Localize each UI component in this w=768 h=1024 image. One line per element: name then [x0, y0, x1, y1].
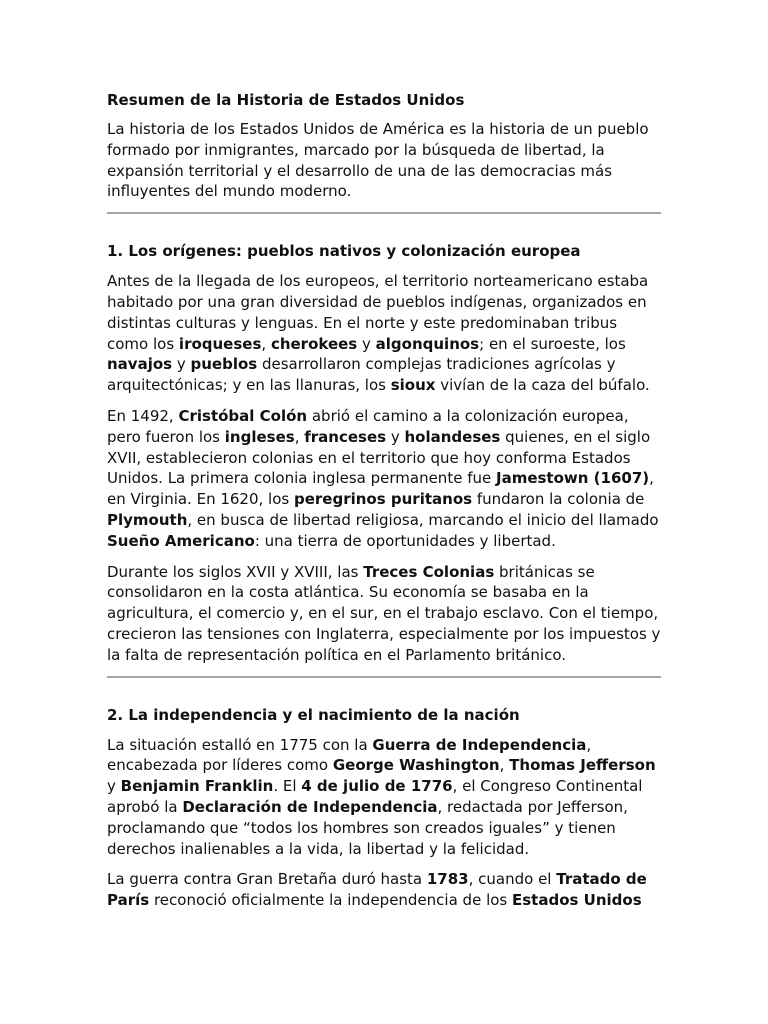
emphasis-text: Treces Colonias — [363, 562, 495, 581]
emphasis-text: navajos — [107, 355, 173, 374]
section-divider — [107, 676, 661, 678]
emphasis-text: pueblos — [190, 355, 258, 374]
emphasis-text: holandeses — [404, 427, 501, 446]
section-divider — [107, 212, 661, 214]
emphasis-text: Jamestown (1607) — [495, 469, 650, 488]
section-paragraph: En 1492, Cristóbal Colón abrió el camino a la colonización europea, pero fueron los ingleses, franceses y holandeses quienes, en el siglo XVII, establecieron colonias en el territorio que hoy conforma Estados Unidos. La primera colonia inglesa permanente fue Jamestown (1607), en Virginia. En 1620, los peregrinos puritanos fundaron la colonia de Plymouth, en busca de libertad religiosa, marcando el inicio del llamado Sueño Americano: una tierra de oportunidades y libertad. — [107, 406, 659, 550]
section-heading: 2. La independencia y el nacimiento de la nación — [107, 705, 520, 724]
emphasis-text: algonquinos — [375, 334, 480, 353]
emphasis-text: George Washington — [332, 756, 500, 775]
emphasis-text: sioux — [390, 376, 436, 395]
emphasis-text: Thomas Jefferson — [509, 756, 656, 775]
emphasis-text: Guerra de Independencia — [372, 735, 587, 754]
emphasis-text: Cristóbal Colón — [178, 406, 308, 425]
emphasis-text: peregrinos puritanos — [294, 490, 473, 509]
emphasis-text: franceses — [304, 427, 387, 446]
emphasis-text: Benjamin Franklin — [120, 777, 274, 796]
emphasis-text: 1783 — [426, 870, 469, 889]
section-paragraph: Antes de la llegada de los europeos, el territorio norteamericano estaba habitado por una gran diversidad de pueblos indígenas, organizados en distintas culturas y lenguas. En el norte y este predominaban tribus como los iroqueses, cherokees y algonquinos; en el suroeste, los navajos y pueblos desarrollaron complejas tradiciones agrícolas y arquitectónicas; y en las llanuras, los sioux vivían de la caza del búfalo. — [107, 272, 650, 395]
section-origins — [107, 240, 663, 665]
emphasis-text: Estados Unidos — [512, 891, 642, 910]
document-title: Resumen de la Historia de Estados Unidos — [107, 91, 465, 109]
section-independence — [107, 704, 663, 911]
emphasis-text: 4 de julio de 1776 — [301, 777, 453, 796]
section-paragraph: Durante los siglos XVII y XVIII, las Treces Colonias británicas se consolidaron en la costa atlántica. Su economía se basaba en la agricultura, el comercio y, en el sur, en el trabajo esclavo. Con el tiempo, crecieron las tensiones con Inglaterra, especialmente por los impuestos y la falta de representación política en el Parlamento británico. — [107, 562, 661, 664]
emphasis-text: cherokees — [270, 334, 358, 353]
section-heading: 1. Los orígenes: pueblos nativos y colonización europea — [107, 242, 581, 261]
section-paragraph: La guerra contra Gran Bretaña duró hasta 1783, cuando el Tratado de París reconoció oficialmente la independencia de los Estados Unidos — [107, 870, 647, 910]
section-paragraph: La situación estalló en 1775 con la Guerra de Independencia, encabezada por líderes como George Washington, Thomas Jefferson y Benjamin Franklin. El 4 de julio de 1776, el Congreso Continental aprobó la Declaración de Independencia, redactada por Jefferson, proclamando que “todos los hombres son creados iguales” y tienen derechos inalienables a la vida, la libertad y la felicidad. — [107, 735, 656, 858]
intro-paragraph: La historia de los Estados Unidos de América es la historia de un pueblo formado por inmigrantes, marcado por la búsqueda de libertad, la expansión territorial y el desarrollo de una de las democracias más influyentes del mundo moderno. — [107, 120, 649, 201]
intro-section — [107, 119, 663, 202]
emphasis-text: Tratado de París — [107, 870, 647, 910]
emphasis-text: Declaración de Independencia — [182, 797, 438, 816]
emphasis-text: ingleses — [224, 427, 295, 446]
document-page — [107, 89, 663, 921]
emphasis-text: iroqueses — [178, 334, 262, 353]
emphasis-text: Sueño Americano — [107, 531, 255, 550]
emphasis-text: Plymouth — [107, 510, 188, 529]
